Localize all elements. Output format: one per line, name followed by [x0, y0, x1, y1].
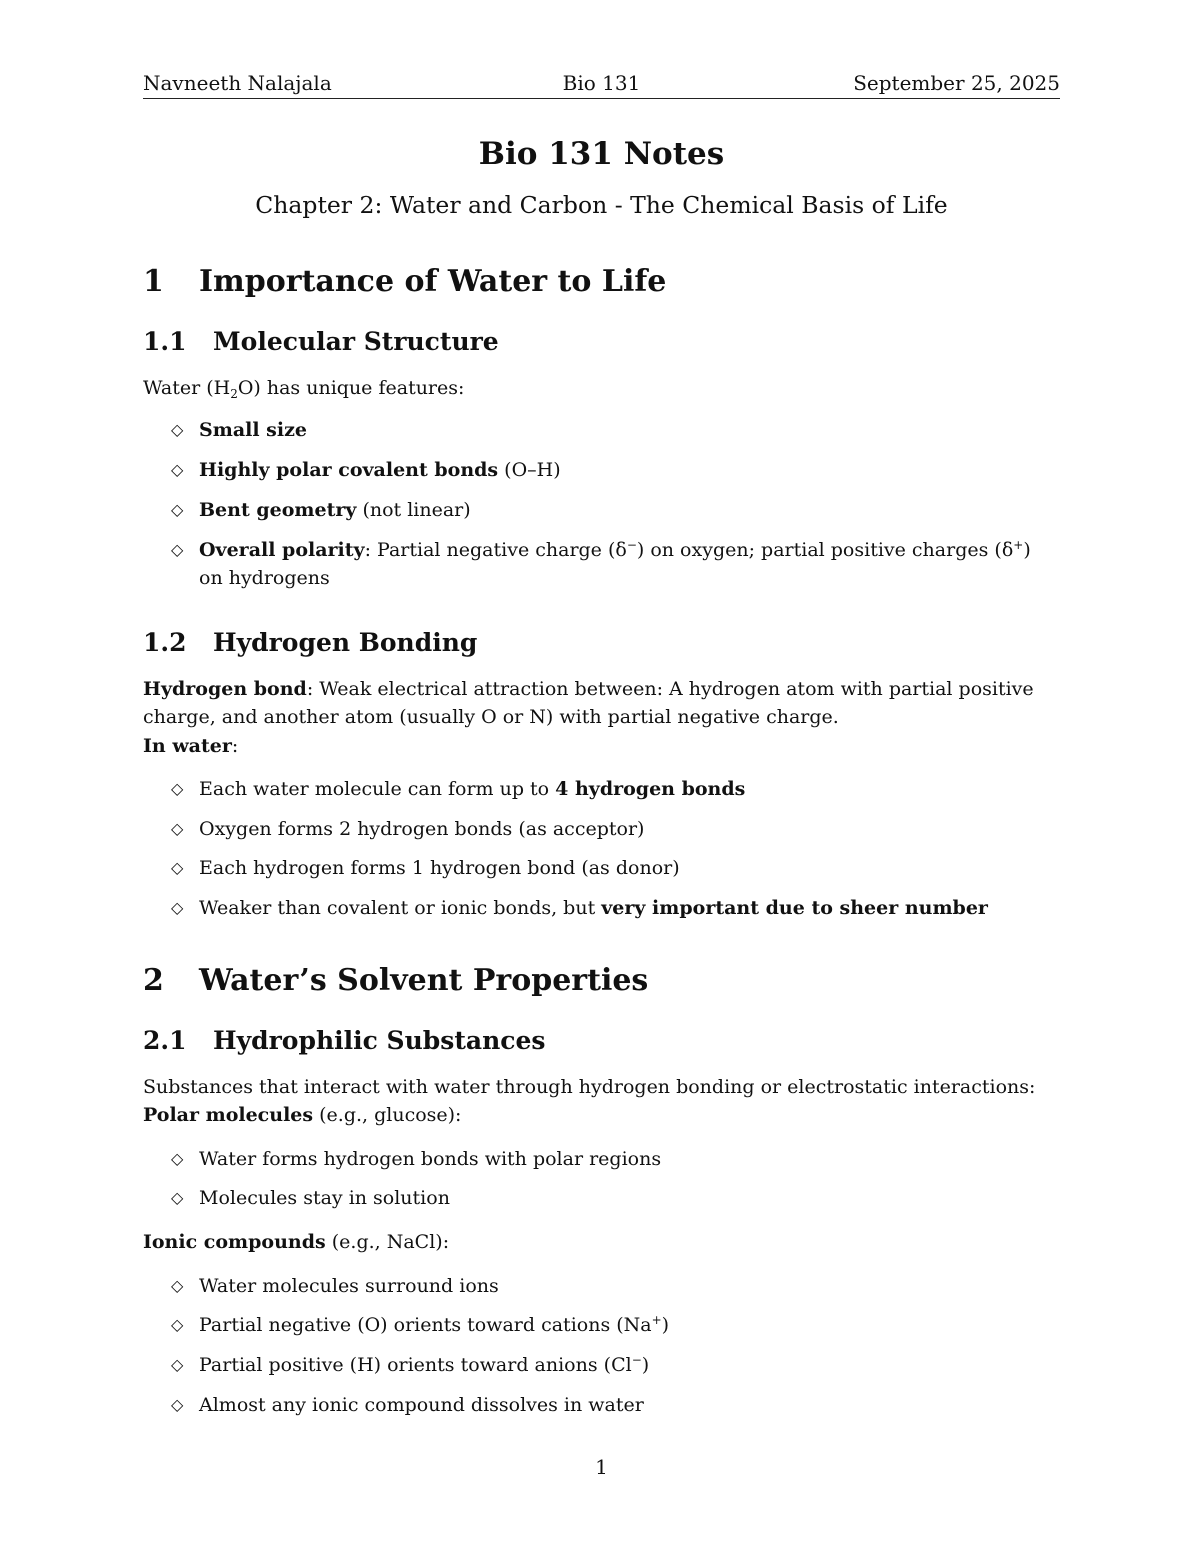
- diamond-bullet-icon: ◇: [171, 819, 184, 838]
- section-title: Water’s Solvent Properties: [199, 963, 649, 998]
- text: Molecules stay in solution: [199, 1187, 450, 1209]
- subsection-2-1-heading: [143, 1024, 545, 1058]
- list-item-text: [199, 536, 1060, 592]
- section-number: 1: [143, 264, 164, 299]
- bold-term: Ionic compounds: [143, 1231, 326, 1253]
- list-item: [171, 536, 1060, 592]
- section-2-heading: [143, 961, 648, 1001]
- subsection-1-2-heading: [143, 626, 477, 660]
- list-item: [171, 854, 1060, 882]
- text: ) on hydrogens: [199, 539, 1031, 589]
- text: Partial positive (H) orients toward anions (Cl: [199, 1354, 632, 1376]
- bold-term: In water: [143, 735, 232, 757]
- section-1-heading: [143, 262, 666, 302]
- document-page: [143, 0, 1060, 1553]
- text: : Partial negative charge (δ: [364, 539, 627, 561]
- running-header: [143, 68, 1060, 99]
- diamond-bullet-icon: ◇: [171, 1315, 184, 1334]
- list-item: [171, 496, 1060, 524]
- subsection-title: Hydrophilic Substances: [213, 1026, 546, 1055]
- text: (e.g., NaCl):: [325, 1231, 450, 1253]
- text: ): [641, 1354, 650, 1376]
- text: (e.g., glucose):: [313, 1104, 462, 1126]
- subsection-number: 1.2: [143, 628, 187, 657]
- list-item: [171, 1391, 1060, 1419]
- text: ) on oxygen; partial positive charges (δ: [636, 539, 1014, 561]
- diamond-bullet-icon: ◇: [171, 540, 184, 559]
- diamond-bullet-icon: ◇: [171, 1395, 184, 1414]
- subscript: 2: [230, 387, 238, 401]
- document-title: Bio 131 Notes: [478, 136, 725, 172]
- text: ): [661, 1314, 670, 1336]
- bold-term: Highly polar covalent bonds: [199, 459, 499, 481]
- text: : Weak electrical attraction between: A hydrogen atom with partial positive charge, and another atom (usually O or N) with partial negative charge.: [143, 678, 1034, 728]
- paragraph-ionic-compounds: [143, 1228, 1060, 1256]
- bold-term: Bent geometry: [199, 499, 357, 521]
- superscript: +: [651, 1313, 662, 1327]
- document-subtitle: Chapter 2: Water and Carbon - The Chemical Basis of Life: [255, 191, 948, 219]
- paragraph-hydrophilic-intro: Substances that interact with water through hydrogen bonding or electrostatic interactions:: [143, 1076, 1036, 1098]
- bold-term: Hydrogen bond: [143, 678, 307, 700]
- subsection-number: 1.1: [143, 327, 187, 356]
- list-item: [171, 1184, 1060, 1212]
- bold-term: Overall polarity: [199, 539, 365, 561]
- text: Water forms hydrogen bonds with polar regions: [199, 1148, 662, 1170]
- paragraph-water-intro: [143, 374, 1060, 402]
- superscript: +: [1013, 538, 1024, 552]
- superscript: −: [626, 538, 637, 552]
- diamond-bullet-icon: ◇: [171, 1355, 184, 1374]
- list-item: [171, 894, 1060, 922]
- diamond-bullet-icon: ◇: [171, 1149, 184, 1168]
- text: :: [231, 735, 239, 757]
- bold-term: Polar molecules: [143, 1104, 314, 1126]
- list-item: [171, 1145, 1060, 1173]
- list-item: [171, 1272, 1060, 1300]
- text: Weaker than covalent or ionic bonds, but: [199, 897, 602, 919]
- paragraph-polar-molecules: [143, 1101, 1060, 1129]
- text: Almost any ionic compound dissolves in water: [199, 1394, 644, 1416]
- bold-term: very important due to sheer number: [601, 897, 988, 919]
- list-item: [171, 456, 1060, 484]
- text: Partial negative (O) orients toward cations (Na: [199, 1314, 652, 1336]
- text: O) has unique features:: [237, 377, 465, 399]
- text: Oxygen forms 2 hydrogen bonds (as acceptor): [199, 818, 645, 840]
- diamond-bullet-icon: ◇: [171, 858, 184, 877]
- paragraph-in-water: [143, 732, 1060, 760]
- header-author: Navneeth Nalajala: [143, 71, 332, 95]
- page-number: 1: [595, 1455, 608, 1479]
- paragraph-hydrogen-bond-definition: [143, 675, 1060, 731]
- text: Water (H: [143, 377, 231, 399]
- superscript: −: [631, 1353, 642, 1367]
- diamond-bullet-icon: ◇: [171, 500, 184, 519]
- text: Water molecules surround ions: [199, 1275, 499, 1297]
- list-item: [171, 815, 1060, 843]
- list-item: [171, 775, 1060, 803]
- list-item: [171, 1311, 1060, 1339]
- diamond-bullet-icon: ◇: [171, 898, 184, 917]
- text: Each hydrogen forms 1 hydrogen bond (as donor): [199, 857, 680, 879]
- diamond-bullet-icon: ◇: [171, 1188, 184, 1207]
- section-title: Importance of Water to Life: [199, 264, 667, 299]
- text: (not linear): [356, 499, 471, 521]
- diamond-bullet-icon: ◇: [171, 779, 184, 798]
- text: (O–H): [498, 459, 561, 481]
- subsection-1-1-heading: [143, 325, 499, 359]
- diamond-bullet-icon: ◇: [171, 1276, 184, 1295]
- section-number: 2: [143, 963, 164, 998]
- list-item: [171, 416, 1060, 444]
- bold-term: Small size: [199, 419, 307, 441]
- list-item: [171, 1351, 1060, 1379]
- subsection-number: 2.1: [143, 1026, 187, 1055]
- header-course: Bio 131: [562, 71, 641, 95]
- subsection-title: Hydrogen Bonding: [213, 628, 478, 657]
- header-date: September 25, 2025: [853, 71, 1060, 95]
- subsection-title: Molecular Structure: [213, 327, 499, 356]
- diamond-bullet-icon: ◇: [171, 420, 184, 439]
- text: Each water molecule can form up to: [199, 778, 556, 800]
- diamond-bullet-icon: ◇: [171, 460, 184, 479]
- bold-term: 4 hydrogen bonds: [555, 778, 746, 800]
